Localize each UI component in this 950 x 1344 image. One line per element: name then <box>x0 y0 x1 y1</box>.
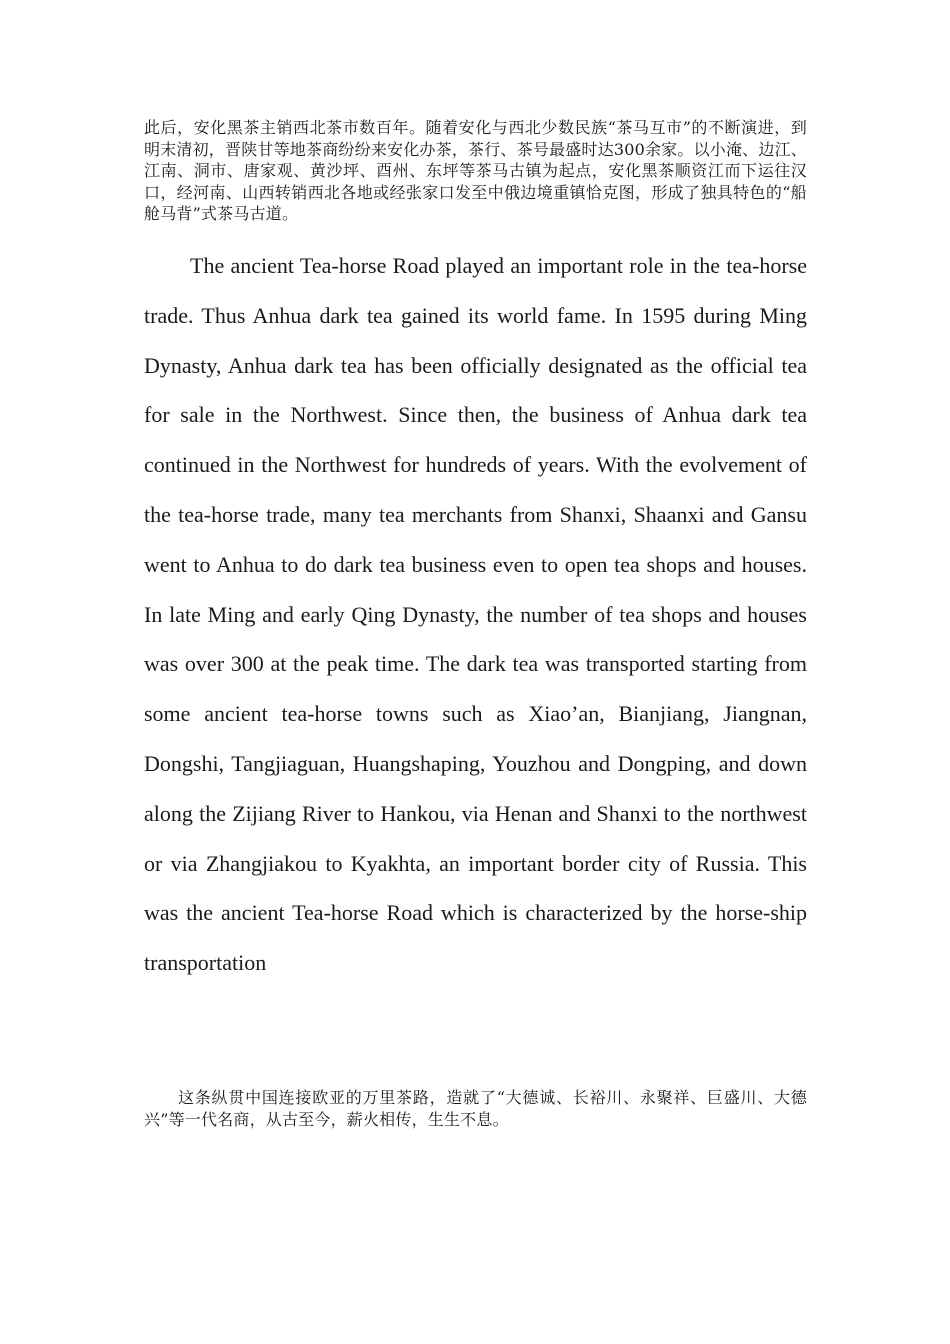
english-main-paragraph: The ancient Tea-horse Road played an important role in the tea-horse trade. Thus Anhua dark tea gained its world fame. In 1595 during Ming Dynasty, Anhua dark tea has been officially designated as the official tea for sale in the Northwest. Since then, the business of Anhua dark tea continued in the Northwest for hundreds of years. With the evolvement of the tea-horse trade, many tea merchants from Shanxi, Shaanxi and Gansu went to Anhua to do dark tea business even to open tea shops and houses. In late Ming and early Qing Dynasty, the number of tea shops and houses was over 300 at the peak time. The dark tea was transported starting from some ancient tea-horse towns such as Xiao’an, Bianjiang, Jiangnan, Dongshi, Tangjiaguan, Huangshaping, Youzhou and Dongping, and down along the Zijiang River to Hankou, via Henan and Shanxi to the northwest or via Zhangjiakou to Kyakhta, an important border city of Russia. This was the ancient Tea-horse Road which is characterized by the horse-ship transportation <box>144 253 807 976</box>
chinese-closing-paragraph: 这条纵贯中国连接欧亚的万里茶路，造就了“大德诚、长裕川、永聚祥、巨盛川、大德兴”等一代名商，从古至今，薪火相传，生生不息。 <box>144 1088 807 1129</box>
chinese-intro-paragraph: 此后，安化黑茶主销西北茶市数百年。随着安化与西北少数民族“茶马互市”的不断演进，到明末清初，晋陕甘等地茶商纷纷来安化办茶，茶行、茶号最盛时达300余家。以小淹、边江、江南、洞市、唐家观、黄沙坪、酉州、东坪等茶马古镇为起点，安化黑茶顺资江而下运往汉口，经河南、山西转销西北各地或经张家口发至中俄边境重镇恰克图，形成了独具特色的“船舱马背”式茶马古道。 <box>144 118 807 223</box>
